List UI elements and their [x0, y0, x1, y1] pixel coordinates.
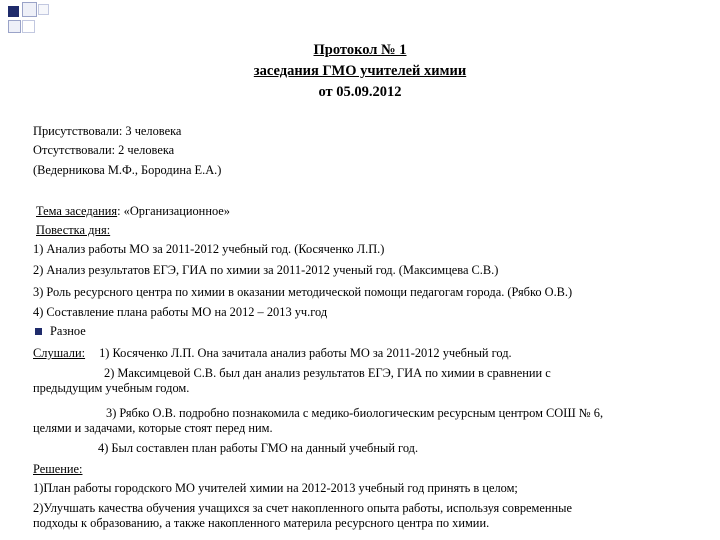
meeting-topic [36, 204, 230, 219]
decoration-square [38, 4, 49, 15]
heard-item-1-text: 1) Косяченко Л.П. Она зачитала анализ работы МО за 2011-2012 учебный год. [99, 346, 512, 360]
heard-item-3-line-1: 3) Рябко О.В. подробно познакомила с медико-биологическим ресурсным центром СОШ № 6, [106, 406, 604, 420]
heard-item-4: 4) Был составлен план работы ГМО на данный учебный год. [98, 441, 419, 455]
heard-item-1 [33, 346, 512, 361]
agenda-label: Повестка дня: [36, 223, 111, 237]
square-bullet-icon [35, 328, 42, 335]
document-subtitle: заседания ГМО учителей химии [253, 63, 467, 79]
attendance-absent-names: (Ведерникова М.Ф., Бородина Е.А.) [33, 163, 222, 177]
decision-item-1: 1)План работы городского МО учителей химии на 2012-2013 учебный год принять в целом; [33, 481, 518, 495]
decision-item-2-line-2: подходы к образованию, а также накопленного материла ресурсного центра по химии. [33, 516, 490, 530]
attendance-present: Присутствовали: 3 человека [33, 124, 182, 138]
meeting-topic-value: : «Организационное» [117, 204, 230, 218]
heard-item-2-line-2: предыдущим учебным годом. [33, 381, 190, 395]
decoration-square [8, 6, 19, 17]
decoration-square [22, 2, 37, 17]
attendance-absent: Отсутствовали: 2 человека [33, 143, 175, 157]
heard-label: Слушали: [33, 346, 86, 360]
heard-item-2-line-1: 2) Максимцевой С.В. был дан анализ результатов ЕГЭ, ГИА по химии в сравнении с [104, 366, 551, 380]
document-title: Протокол № 1 [313, 42, 407, 58]
agenda-item: 3) Роль ресурсного центра по химии в оказании методической помощи педагогам города. (Рябко О.В.) [33, 285, 573, 299]
agenda-item: 1) Анализ работы МО за 2011-2012 учебный год. (Косяченко Л.П.) [33, 242, 385, 256]
agenda-bullet-item [33, 324, 86, 339]
agenda-bullet-text: Разное [50, 324, 86, 338]
decoration-square [22, 20, 35, 33]
heard-item-3-line-2: целями и задачами, которые стоят перед ним. [33, 421, 273, 435]
meeting-topic-label: Тема заседания [36, 204, 118, 218]
document-date: от 05.09.2012 [318, 84, 402, 100]
agenda-item: 2) Анализ результатов ЕГЭ, ГИА по химии за 2011-2012 ученый год. (Максимцева С.В.) [33, 263, 499, 277]
agenda-item: 4) Составление плана работы МО на 2012 – 2013 уч.год [33, 305, 328, 319]
decoration-square [8, 20, 21, 33]
decision-label: Решение: [33, 462, 83, 476]
decision-item-2-line-1: 2)Улучшать качества обучения учащихся за счет накопленного опыта работы, используя современные [33, 501, 572, 515]
